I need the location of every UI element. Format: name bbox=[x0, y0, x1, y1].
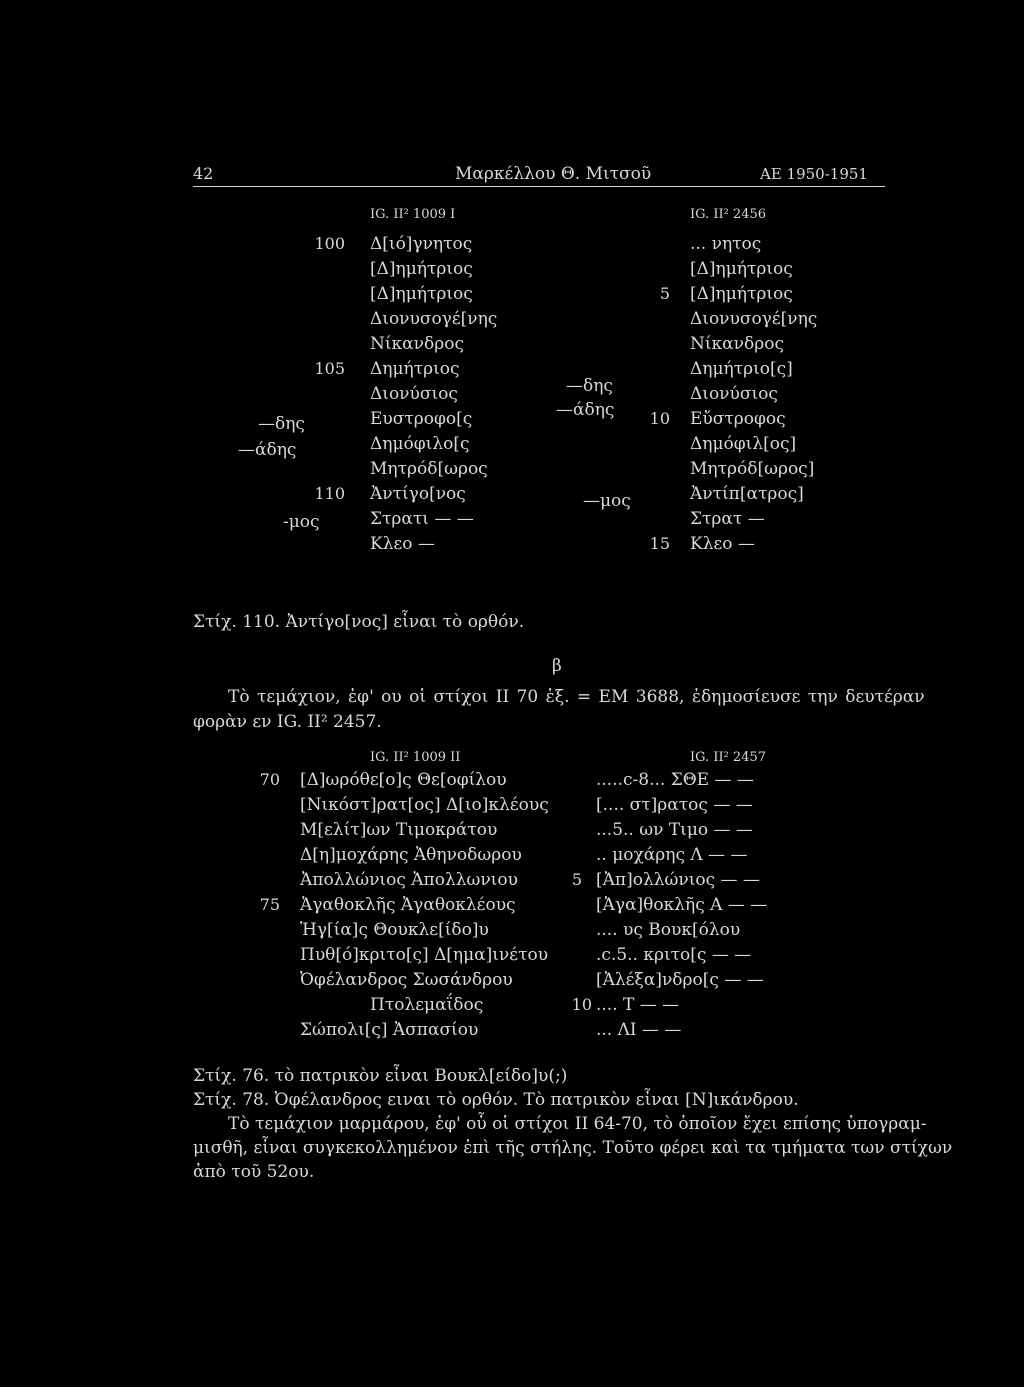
inscription-line: Σώπολι[ς] Ἀσπασίου bbox=[300, 1020, 479, 1040]
inscription-line: Δ[η]μοχάρης Ἀθηνοδωρου bbox=[300, 845, 522, 865]
line-number: 15 bbox=[649, 534, 670, 553]
inscription-line: Ἀγαθοκλῆς Ἀγαθοκλέους bbox=[300, 895, 516, 915]
inscription-line: Μητρόδ[ωρος] bbox=[690, 459, 815, 479]
line-number: 105 bbox=[314, 359, 345, 378]
margin-note: —άδης bbox=[556, 400, 615, 420]
inscription-line: .... Τ — — bbox=[596, 995, 680, 1015]
inscription-line: Ἡγ[ία]ς Θουκλε[ίδο]υ bbox=[300, 920, 489, 940]
inscription-line: Ἀντίπ[ατρος] bbox=[690, 484, 804, 504]
inscription-line: Διονυσογέ[νης bbox=[370, 309, 498, 329]
inscription-line: ... νητος bbox=[690, 234, 762, 254]
inscription-line: ...5.. ων Τιμο — — bbox=[596, 820, 753, 840]
margin-note: —δης bbox=[258, 414, 305, 434]
inscription-line: Εὔστροφος bbox=[690, 409, 786, 429]
commentary-note: Στίχ. 76. τὸ πατρικὸν εἶναι Βουκλ[είδο]υ(;) bbox=[193, 1066, 568, 1086]
inscription-line: [Δ]ημήτριος bbox=[370, 284, 473, 304]
inscription-line: Κλεο — bbox=[690, 534, 755, 554]
inscription-line: Διονύσιος bbox=[370, 384, 458, 404]
line-number: 70 bbox=[259, 770, 280, 789]
running-title: Μαρκέλλου Θ. Μιτσοῦ bbox=[455, 164, 652, 184]
commentary-paragraph-line: Τὸ τεμάχιον μαρμάρου, ἐφ' οὗ οἱ στίχοι II 64-70, τὸ ὁποῖον ἔχει επίσης ὑπογραμ- bbox=[228, 1114, 927, 1134]
inscription-line: Νίκανδρος bbox=[370, 334, 464, 354]
table1-right-title: IG. II² 2456 bbox=[690, 207, 767, 222]
journal-label: ΑΕ 1950-1951 bbox=[760, 165, 868, 183]
inscription-line: [Ἀλέξα]νδρο[ς — — bbox=[596, 970, 764, 990]
margin-note: —δης bbox=[566, 376, 613, 396]
commentary-note: Στίχ. 110. Ἀντίγο[νος] εἶναι τὸ ορθόν. bbox=[193, 612, 525, 632]
table2-left-title: IG. II² 1009 II bbox=[370, 750, 461, 765]
inscription-line: Νίκανδρος bbox=[690, 334, 784, 354]
line-number: 100 bbox=[314, 234, 345, 253]
margin-note: —μος bbox=[583, 491, 631, 511]
inscription-line: .....c-8... ΣΘΕ — — bbox=[596, 770, 754, 790]
commentary-paragraph-line: μισθῆ, εἶναι συγκεκολλημένον ἐπὶ τῆς στήλης. Τοῦτο φέρει καὶ τα τμήματα των στίχων bbox=[193, 1138, 953, 1158]
inscription-line: Δημόφιλ[ος] bbox=[690, 434, 797, 454]
inscription-line: Στρατ — bbox=[690, 509, 765, 529]
inscription-line: [Ἀγα]θοκλῆς Α — — bbox=[596, 895, 768, 915]
section-paragraph-line: φορὰν εν IG. II² 2457. bbox=[193, 712, 382, 732]
inscription-line: [Δ]ημήτριος bbox=[690, 284, 793, 304]
inscription-line: [Νικόστ]ρατ[ος] Δ[ιο]κλέους bbox=[300, 795, 549, 815]
inscription-line: Μητρόδ[ωρος bbox=[370, 459, 488, 479]
inscription-line: Δημήτριο[ς] bbox=[690, 359, 793, 379]
margin-note: -μος bbox=[283, 512, 320, 532]
inscription-line: Στρατι — — bbox=[370, 509, 474, 529]
line-number: 110 bbox=[314, 484, 345, 503]
inscription-line: Μ[ελίτ]ων Τιμοκράτου bbox=[300, 820, 498, 840]
inscription-line: Δημήτριος bbox=[370, 359, 460, 379]
inscription-line: Ἀπολλώνιος Ἀπολλωνιου bbox=[300, 870, 518, 890]
inscription-line: Δημόφιλο[ς bbox=[370, 434, 470, 454]
line-number: 5 bbox=[659, 284, 670, 303]
inscription-line: .. μοχάρης Λ — — bbox=[596, 845, 748, 865]
page-number: 42 bbox=[193, 164, 214, 183]
inscription-line: .c.5.. κριτο[ς — — bbox=[596, 945, 752, 965]
table1-left-title: IG. II² 1009 I bbox=[370, 207, 456, 222]
line-number: 75 bbox=[259, 895, 280, 914]
inscription-line: Πυθ[ό]κριτο[ς] Δ[ημα]ινέτου bbox=[300, 945, 549, 965]
inscription-line: [Δ]ημήτριος bbox=[370, 259, 473, 279]
margin-note: —άδης bbox=[238, 440, 297, 460]
inscription-line: [.... στ]ρατος — — bbox=[596, 795, 753, 815]
inscription-line: Ἀντίγο[νος bbox=[370, 484, 466, 504]
commentary-paragraph-line: ἀπὸ τοῦ 52ου. bbox=[193, 1162, 315, 1182]
header-rule bbox=[193, 186, 885, 187]
section-letter: β bbox=[552, 656, 562, 676]
inscription-line: Δ[ιό]γνητος bbox=[370, 234, 473, 254]
inscription-line: Διονυσογέ[νης bbox=[690, 309, 818, 329]
inscription-line: ... ΛΙ — — bbox=[596, 1020, 682, 1040]
inscription-line: [Ἀπ]ολλώνιος — — bbox=[596, 870, 760, 890]
inscription-line: Κλεο — bbox=[370, 534, 435, 554]
inscription-line: Ευστροφο[ς bbox=[370, 409, 473, 429]
line-number: 10 bbox=[571, 995, 592, 1014]
line-number: 5 bbox=[571, 870, 582, 889]
line-number: 10 bbox=[649, 409, 670, 428]
section-paragraph-line: Τὸ τεμάχιον, ἐφ' ου οἱ στίχοι II 70 ἑξ. = ΕΜ 3688, ἐδημοσίευσε την δευτέραν bbox=[228, 687, 925, 707]
commentary-note: Στίχ. 78. Ὀφέλανδρος ειναι τὸ ορθόν. Τὸ πατρικὸν εἶναι [Ν]ικάνδρου. bbox=[193, 1090, 799, 1110]
inscription-line: Πτολεμαΐδος bbox=[370, 995, 484, 1015]
inscription-line: [Δ]ημήτριος bbox=[690, 259, 793, 279]
table2-right-title: IG. II² 2457 bbox=[690, 750, 767, 765]
inscription-line: Διονύσιος bbox=[690, 384, 778, 404]
inscription-line: .... υς Βουκ[όλου bbox=[596, 920, 741, 940]
inscription-line: [Δ]ωρόθε[ο]ς Θε[οφίλου bbox=[300, 770, 507, 790]
inscription-line: Ὀφέλανδρος Σωσάνδρου bbox=[300, 970, 513, 990]
